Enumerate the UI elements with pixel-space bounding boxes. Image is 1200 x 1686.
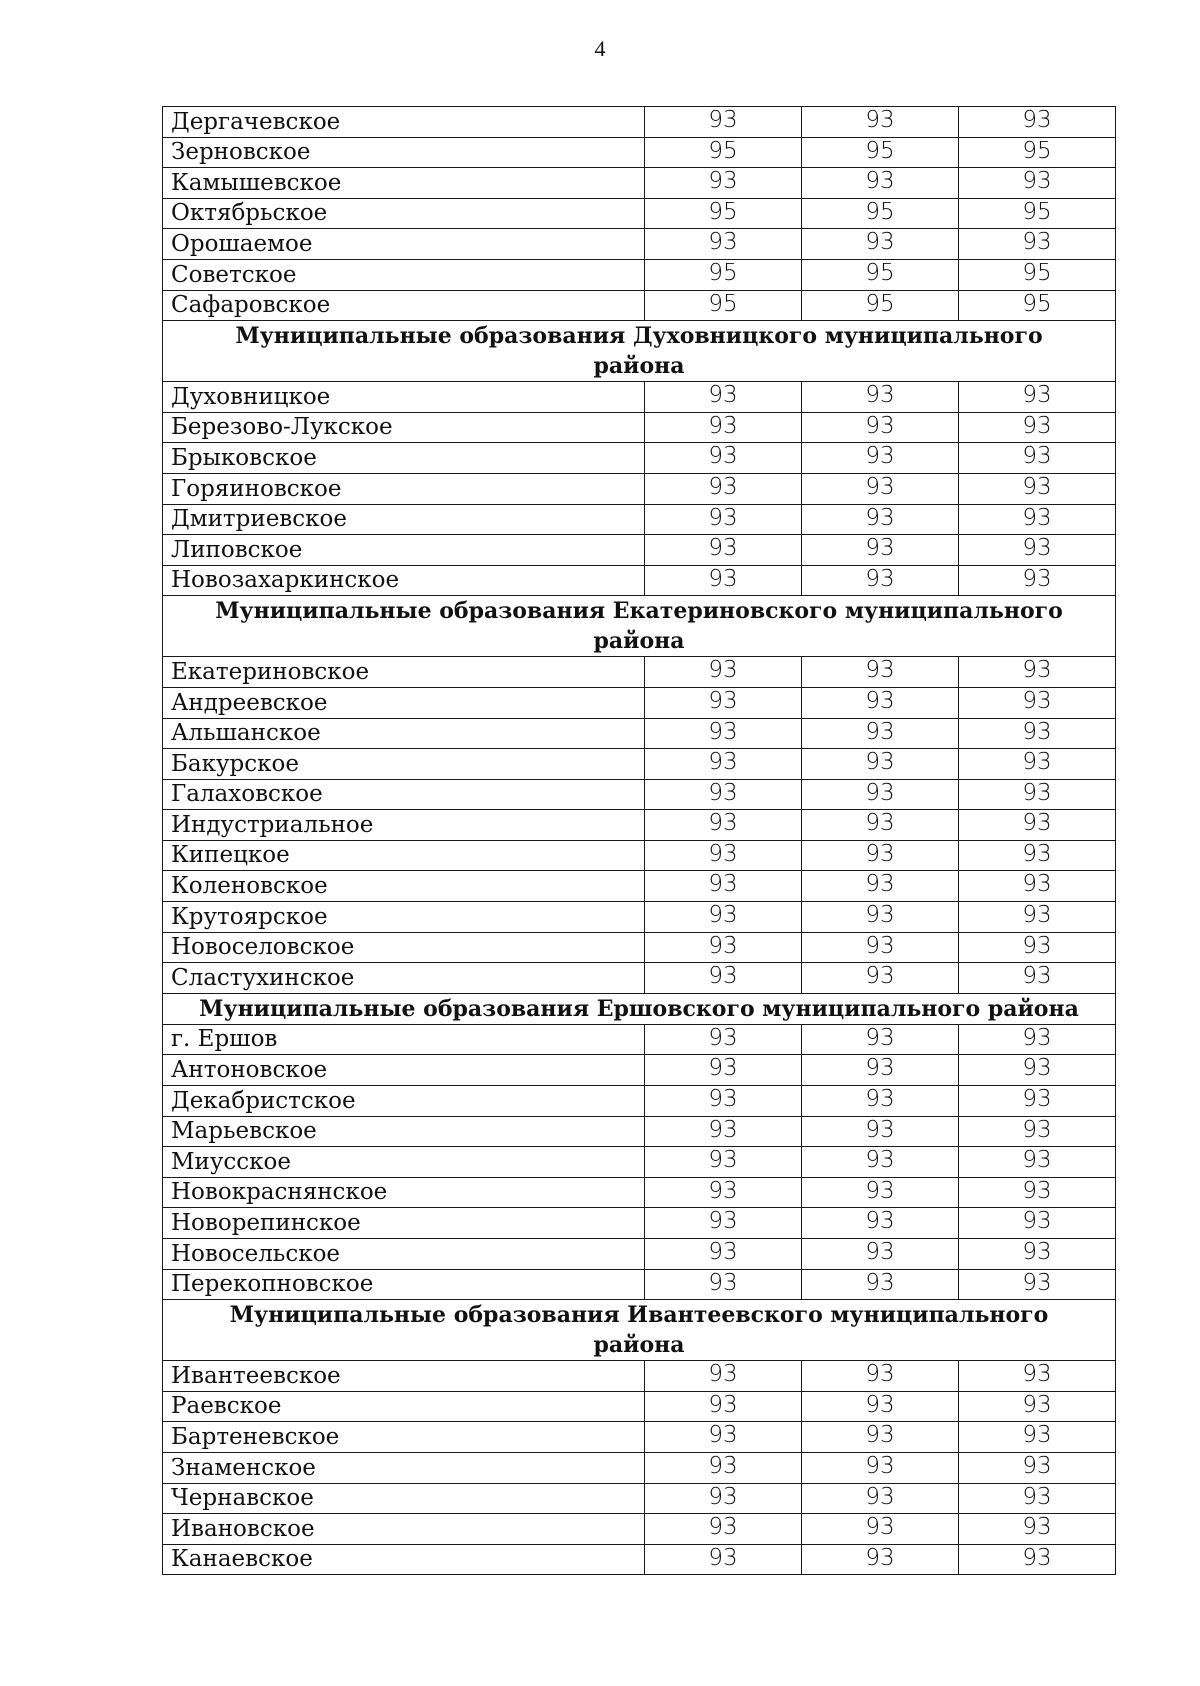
table-row: [163, 1452, 1116, 1483]
value-cell-3: 93: [959, 963, 1116, 994]
table-row: [163, 1514, 1116, 1545]
table-row: [163, 443, 1116, 474]
municipality-name: Крутоярское: [163, 902, 645, 933]
value-cell-2: 93: [802, 749, 959, 780]
table-row: [163, 1391, 1116, 1422]
value-cell-2: 93: [802, 1391, 959, 1422]
value-cell-3: 93: [959, 473, 1116, 504]
value-cell-3: 93: [959, 1544, 1116, 1575]
municipality-name: Орошаемое: [163, 229, 645, 260]
municipality-name: Сластухинское: [163, 963, 645, 994]
value-cell-1: 93: [645, 1055, 802, 1086]
value-cell-3: 93: [959, 718, 1116, 749]
table-row: [163, 1361, 1116, 1392]
value-cell-2: 93: [802, 1055, 959, 1086]
value-cell-3: 93: [959, 1361, 1116, 1392]
table-row: [163, 290, 1116, 321]
value-cell-1: 93: [645, 1361, 802, 1392]
value-cell-2: 93: [802, 687, 959, 718]
value-cell-2: 93: [802, 1086, 959, 1117]
value-cell-2: 93: [802, 810, 959, 841]
value-cell-2: 93: [802, 1177, 959, 1208]
table-row: [163, 473, 1116, 504]
value-cell-1: 93: [645, 810, 802, 841]
value-cell-3: 93: [959, 168, 1116, 199]
value-cell-3: 93: [959, 902, 1116, 933]
value-cell-2: 93: [802, 963, 959, 994]
value-cell-3: 93: [959, 1055, 1116, 1086]
value-cell-1: 93: [645, 840, 802, 871]
value-cell-1: 93: [645, 871, 802, 902]
municipality-name: Антоновское: [163, 1055, 645, 1086]
value-cell-1: 93: [645, 749, 802, 780]
section-header-row: [163, 321, 1116, 382]
table-row: [163, 1147, 1116, 1178]
value-cell-3: 93: [959, 840, 1116, 871]
municipality-name: Новокраснянское: [163, 1177, 645, 1208]
value-cell-3: 93: [959, 871, 1116, 902]
table-row: [163, 1086, 1116, 1117]
value-cell-3: 93: [959, 932, 1116, 963]
value-cell-1: 93: [645, 1269, 802, 1300]
value-cell-3: 93: [959, 1086, 1116, 1117]
municipality-name: Новоселовское: [163, 932, 645, 963]
value-cell-1: 93: [645, 902, 802, 933]
value-cell-2: 93: [802, 1269, 959, 1300]
table-row: [163, 535, 1116, 566]
table-row: [163, 657, 1116, 688]
municipality-name: Брыковское: [163, 443, 645, 474]
section-title: Муниципальные образования Духовницкого муниципального района: [163, 321, 1116, 382]
table-row: [163, 1483, 1116, 1514]
value-cell-2: 93: [802, 932, 959, 963]
value-cell-1: 93: [645, 535, 802, 566]
municipality-name: Раевское: [163, 1391, 645, 1422]
value-cell-2: 93: [802, 902, 959, 933]
municipality-name: Галаховское: [163, 779, 645, 810]
value-cell-3: 95: [959, 259, 1116, 290]
table-row: [163, 1024, 1116, 1055]
municipality-name: г. Ершов: [163, 1024, 645, 1055]
value-cell-2: 93: [802, 1239, 959, 1270]
value-cell-2: 93: [802, 1208, 959, 1239]
value-cell-2: 93: [802, 1422, 959, 1453]
value-cell-2: 93: [802, 168, 959, 199]
value-cell-1: 93: [645, 657, 802, 688]
table-row: [163, 779, 1116, 810]
value-cell-1: 93: [645, 718, 802, 749]
value-cell-1: 93: [645, 963, 802, 994]
table-row: [163, 1544, 1116, 1575]
value-cell-2: 93: [802, 382, 959, 413]
value-cell-1: 95: [645, 137, 802, 168]
municipality-name: Ивантеевское: [163, 1361, 645, 1392]
table-body: [163, 107, 1116, 1575]
value-cell-1: 95: [645, 198, 802, 229]
value-cell-2: 93: [802, 473, 959, 504]
value-cell-2: 93: [802, 1452, 959, 1483]
value-cell-1: 93: [645, 382, 802, 413]
value-cell-3: 93: [959, 412, 1116, 443]
value-cell-3: 93: [959, 1177, 1116, 1208]
table-row: [163, 229, 1116, 260]
value-cell-2: 93: [802, 657, 959, 688]
value-cell-1: 93: [645, 412, 802, 443]
table-row: [163, 963, 1116, 994]
value-cell-1: 93: [645, 229, 802, 260]
table-row: [163, 902, 1116, 933]
value-cell-1: 93: [645, 504, 802, 535]
value-cell-3: 93: [959, 657, 1116, 688]
value-cell-3: 95: [959, 290, 1116, 321]
value-cell-1: 93: [645, 779, 802, 810]
section-title: Муниципальные образования Ершовского муниципального района: [163, 993, 1116, 1024]
municipality-name: Канаевское: [163, 1544, 645, 1575]
table-row: [163, 504, 1116, 535]
value-cell-3: 93: [959, 779, 1116, 810]
value-cell-3: 93: [959, 1391, 1116, 1422]
table-row: [163, 687, 1116, 718]
value-cell-2: 93: [802, 1483, 959, 1514]
value-cell-1: 93: [645, 1514, 802, 1545]
value-cell-3: 93: [959, 1116, 1116, 1147]
municipality-name: Андреевское: [163, 687, 645, 718]
value-cell-1: 95: [645, 259, 802, 290]
value-cell-2: 93: [802, 565, 959, 596]
value-cell-1: 95: [645, 290, 802, 321]
value-cell-3: 93: [959, 535, 1116, 566]
table-row: [163, 259, 1116, 290]
value-cell-3: 93: [959, 1483, 1116, 1514]
value-cell-3: 95: [959, 198, 1116, 229]
value-cell-2: 93: [802, 1024, 959, 1055]
municipality-name: Ивановское: [163, 1514, 645, 1545]
value-cell-2: 93: [802, 840, 959, 871]
value-cell-3: 93: [959, 1269, 1116, 1300]
value-cell-1: 93: [645, 1239, 802, 1270]
municipality-name: Новозахаркинское: [163, 565, 645, 596]
value-cell-3: 93: [959, 443, 1116, 474]
table-row: [163, 1269, 1116, 1300]
municipality-name: Новорепинское: [163, 1208, 645, 1239]
value-cell-2: 93: [802, 1116, 959, 1147]
value-cell-2: 93: [802, 443, 959, 474]
value-cell-3: 93: [959, 1514, 1116, 1545]
value-cell-2: 95: [802, 259, 959, 290]
table-row: [163, 168, 1116, 199]
value-cell-2: 93: [802, 535, 959, 566]
section-header-row: [163, 596, 1116, 657]
table-row: [163, 1239, 1116, 1270]
value-cell-3: 93: [959, 1024, 1116, 1055]
table-row: [163, 718, 1116, 749]
value-cell-3: 93: [959, 229, 1116, 260]
table-row: [163, 565, 1116, 596]
value-cell-2: 93: [802, 1514, 959, 1545]
value-cell-2: 93: [802, 1147, 959, 1178]
municipality-name: Горяиновское: [163, 473, 645, 504]
municipality-name: Сафаровское: [163, 290, 645, 321]
value-cell-1: 93: [645, 1391, 802, 1422]
value-cell-1: 93: [645, 168, 802, 199]
municipality-name: Екатериновское: [163, 657, 645, 688]
municipality-name: Миусское: [163, 1147, 645, 1178]
municipality-name: Духовницкое: [163, 382, 645, 413]
value-cell-1: 93: [645, 107, 802, 138]
value-cell-3: 93: [959, 1147, 1116, 1178]
value-cell-3: 93: [959, 382, 1116, 413]
municipality-name: Бакурское: [163, 749, 645, 780]
municipal-table-container: [162, 106, 1115, 1575]
municipality-name: Марьевское: [163, 1116, 645, 1147]
municipality-name: Кипецкое: [163, 840, 645, 871]
value-cell-1: 93: [645, 443, 802, 474]
value-cell-2: 95: [802, 137, 959, 168]
value-cell-3: 93: [959, 1452, 1116, 1483]
table-row: [163, 412, 1116, 443]
municipality-name: Знаменское: [163, 1452, 645, 1483]
value-cell-3: 93: [959, 1208, 1116, 1239]
value-cell-2: 93: [802, 229, 959, 260]
value-cell-1: 93: [645, 473, 802, 504]
value-cell-1: 93: [645, 1024, 802, 1055]
value-cell-2: 93: [802, 1544, 959, 1575]
value-cell-2: 93: [802, 871, 959, 902]
value-cell-3: 93: [959, 504, 1116, 535]
municipality-name: Советское: [163, 259, 645, 290]
municipality-name: Липовское: [163, 535, 645, 566]
table-row: [163, 1055, 1116, 1086]
municipality-name: Дергачевское: [163, 107, 645, 138]
value-cell-2: 93: [802, 412, 959, 443]
municipality-name: Камышевское: [163, 168, 645, 199]
value-cell-3: 93: [959, 1239, 1116, 1270]
value-cell-1: 93: [645, 1147, 802, 1178]
value-cell-2: 93: [802, 107, 959, 138]
section-title: Муниципальные образования Екатериновского муниципального района: [163, 596, 1116, 657]
value-cell-2: 95: [802, 198, 959, 229]
table-row: [163, 840, 1116, 871]
page-number: 4: [594, 36, 606, 61]
table-row: [163, 1208, 1116, 1239]
table-row: [163, 932, 1116, 963]
table-row: [163, 871, 1116, 902]
value-cell-2: 93: [802, 1361, 959, 1392]
value-cell-1: 93: [645, 1086, 802, 1117]
value-cell-2: 93: [802, 718, 959, 749]
section-header-row: [163, 1300, 1116, 1361]
municipality-name: Березово-Лукское: [163, 412, 645, 443]
table-row: [163, 1422, 1116, 1453]
municipality-name: Перекопновское: [163, 1269, 645, 1300]
value-cell-1: 93: [645, 932, 802, 963]
municipality-name: Альшанское: [163, 718, 645, 749]
municipality-name: Дмитриевское: [163, 504, 645, 535]
section-header-row: [163, 993, 1116, 1024]
value-cell-1: 93: [645, 1544, 802, 1575]
table-row: [163, 1116, 1116, 1147]
value-cell-1: 93: [645, 1116, 802, 1147]
value-cell-1: 93: [645, 1452, 802, 1483]
section-title: Муниципальные образования Ивантеевского муниципального района: [163, 1300, 1116, 1361]
municipality-name: Новосельское: [163, 1239, 645, 1270]
municipality-name: Коленовское: [163, 871, 645, 902]
table-row: [163, 1177, 1116, 1208]
table-row: [163, 107, 1116, 138]
value-cell-3: 93: [959, 749, 1116, 780]
municipal-table: [162, 106, 1116, 1575]
value-cell-1: 93: [645, 565, 802, 596]
value-cell-1: 93: [645, 1208, 802, 1239]
value-cell-3: 93: [959, 810, 1116, 841]
value-cell-1: 93: [645, 1483, 802, 1514]
value-cell-3: 95: [959, 137, 1116, 168]
value-cell-2: 95: [802, 290, 959, 321]
municipality-name: Чернавское: [163, 1483, 645, 1514]
value-cell-1: 93: [645, 687, 802, 718]
value-cell-3: 93: [959, 687, 1116, 718]
table-row: [163, 198, 1116, 229]
table-row: [163, 749, 1116, 780]
value-cell-2: 93: [802, 779, 959, 810]
value-cell-3: 93: [959, 565, 1116, 596]
table-row: [163, 137, 1116, 168]
value-cell-3: 93: [959, 107, 1116, 138]
table-row: [163, 810, 1116, 841]
municipality-name: Бартеневское: [163, 1422, 645, 1453]
municipality-name: Октябрьское: [163, 198, 645, 229]
municipality-name: Декабристское: [163, 1086, 645, 1117]
municipality-name: Зерновское: [163, 137, 645, 168]
table-row: [163, 382, 1116, 413]
value-cell-1: 93: [645, 1422, 802, 1453]
value-cell-1: 93: [645, 1177, 802, 1208]
value-cell-3: 93: [959, 1422, 1116, 1453]
value-cell-2: 93: [802, 504, 959, 535]
municipality-name: Индустриальное: [163, 810, 645, 841]
